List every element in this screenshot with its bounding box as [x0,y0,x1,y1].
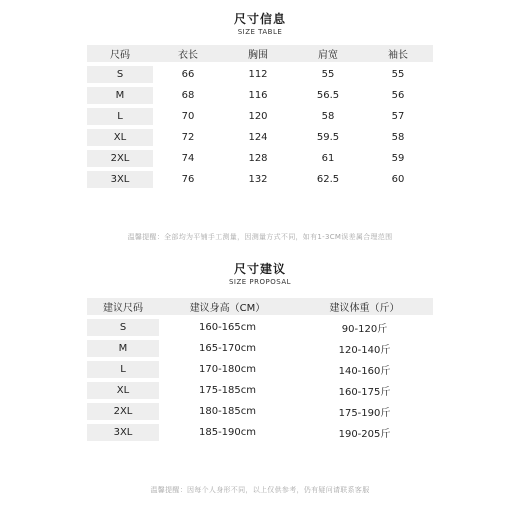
value-cell: 57 [391,111,405,122]
table-row [87,361,433,378]
header-cell: 袖长 [363,45,433,62]
value-cell: 112 [248,69,268,80]
value-cell: 132 [248,174,268,185]
size-cell: 2XL [87,150,153,167]
size-cell: L [87,108,153,125]
size-cell: S [87,66,153,83]
value-cell: 124 [248,132,268,143]
header-cell: 衣长 [153,45,223,62]
value-cell: 70 [181,111,195,122]
table-row [87,150,433,167]
size-table-heading [0,10,520,36]
value-cell: 55 [391,69,405,80]
value-cell: 60 [391,174,405,185]
height-cell: 160-165cm [198,322,257,333]
size-cell: 3XL [87,424,159,441]
header-cell: 建议尺码 [87,298,159,315]
height-cell: 170-180cm [198,364,257,375]
height-cell: 165-170cm [198,343,257,354]
height-cell: 185-190cm [198,427,257,438]
height-cell: 180-185cm [198,406,257,417]
header-cell: 尺码 [87,45,153,62]
header-cell: 建议体重（斤） [296,298,433,315]
value-cell: 58 [391,132,405,143]
header-cell: 肩宽 [293,45,363,62]
size-cell: M [87,87,153,104]
size-cell: L [87,361,159,378]
value-cell: 56.5 [316,90,340,101]
size-table-header-row [87,45,433,62]
table-row [87,129,433,146]
value-cell: 74 [181,153,195,164]
size-cell: XL [87,129,153,146]
size-proposal-title: 尺寸建议 [233,262,286,276]
table-row [87,382,433,399]
value-cell: 61 [321,153,335,164]
size-proposal-note: 温馨提醒：因每个人身形不同，以上仅供参考，仍有疑问请联系客服 [150,486,370,494]
weight-cell: 175-190斤 [338,408,391,419]
value-cell: 58 [321,111,335,122]
value-cell: 128 [248,153,268,164]
value-cell: 72 [181,132,195,143]
size-proposal-header-row [87,298,433,315]
value-cell: 55 [321,69,335,80]
weight-cell: 190-205斤 [338,429,391,440]
value-cell: 66 [181,69,195,80]
size-cell: XL [87,382,159,399]
table-row [87,87,433,104]
size-proposal-subtitle: SIZE PROPOSAL [228,278,292,286]
table-row [87,66,433,83]
weight-cell: 160-175斤 [338,387,391,398]
header-cell: 建议身高（CM） [159,298,296,315]
table-row [87,424,433,441]
value-cell: 56 [391,90,405,101]
size-cell: S [87,319,159,336]
value-cell: 120 [248,111,268,122]
size-table [87,41,433,192]
size-table-subtitle: SIZE TABLE [237,28,283,36]
weight-cell: 90-120斤 [341,324,388,335]
header-cell: 胸围 [223,45,293,62]
weight-cell: 120-140斤 [338,345,391,356]
value-cell: 76 [181,174,195,185]
table-row [87,108,433,125]
table-row [87,340,433,357]
table-row [87,319,433,336]
size-proposal-table [87,294,433,445]
table-row [87,171,433,188]
size-cell: 2XL [87,403,159,420]
value-cell: 62.5 [316,174,340,185]
value-cell: 116 [248,90,268,101]
weight-cell: 140-160斤 [338,366,391,377]
value-cell: 68 [181,90,195,101]
value-cell: 59.5 [316,132,340,143]
value-cell: 59 [391,153,405,164]
size-table-title: 尺寸信息 [233,12,286,26]
table-row [87,403,433,420]
size-proposal-heading [0,260,520,286]
height-cell: 175-185cm [198,385,257,396]
size-table-note: 温馨提醒：全部均为平铺手工测量，因测量方式不同，如有1-3CM误差属合理范围 [127,233,393,241]
size-cell: M [87,340,159,357]
size-cell: 3XL [87,171,153,188]
